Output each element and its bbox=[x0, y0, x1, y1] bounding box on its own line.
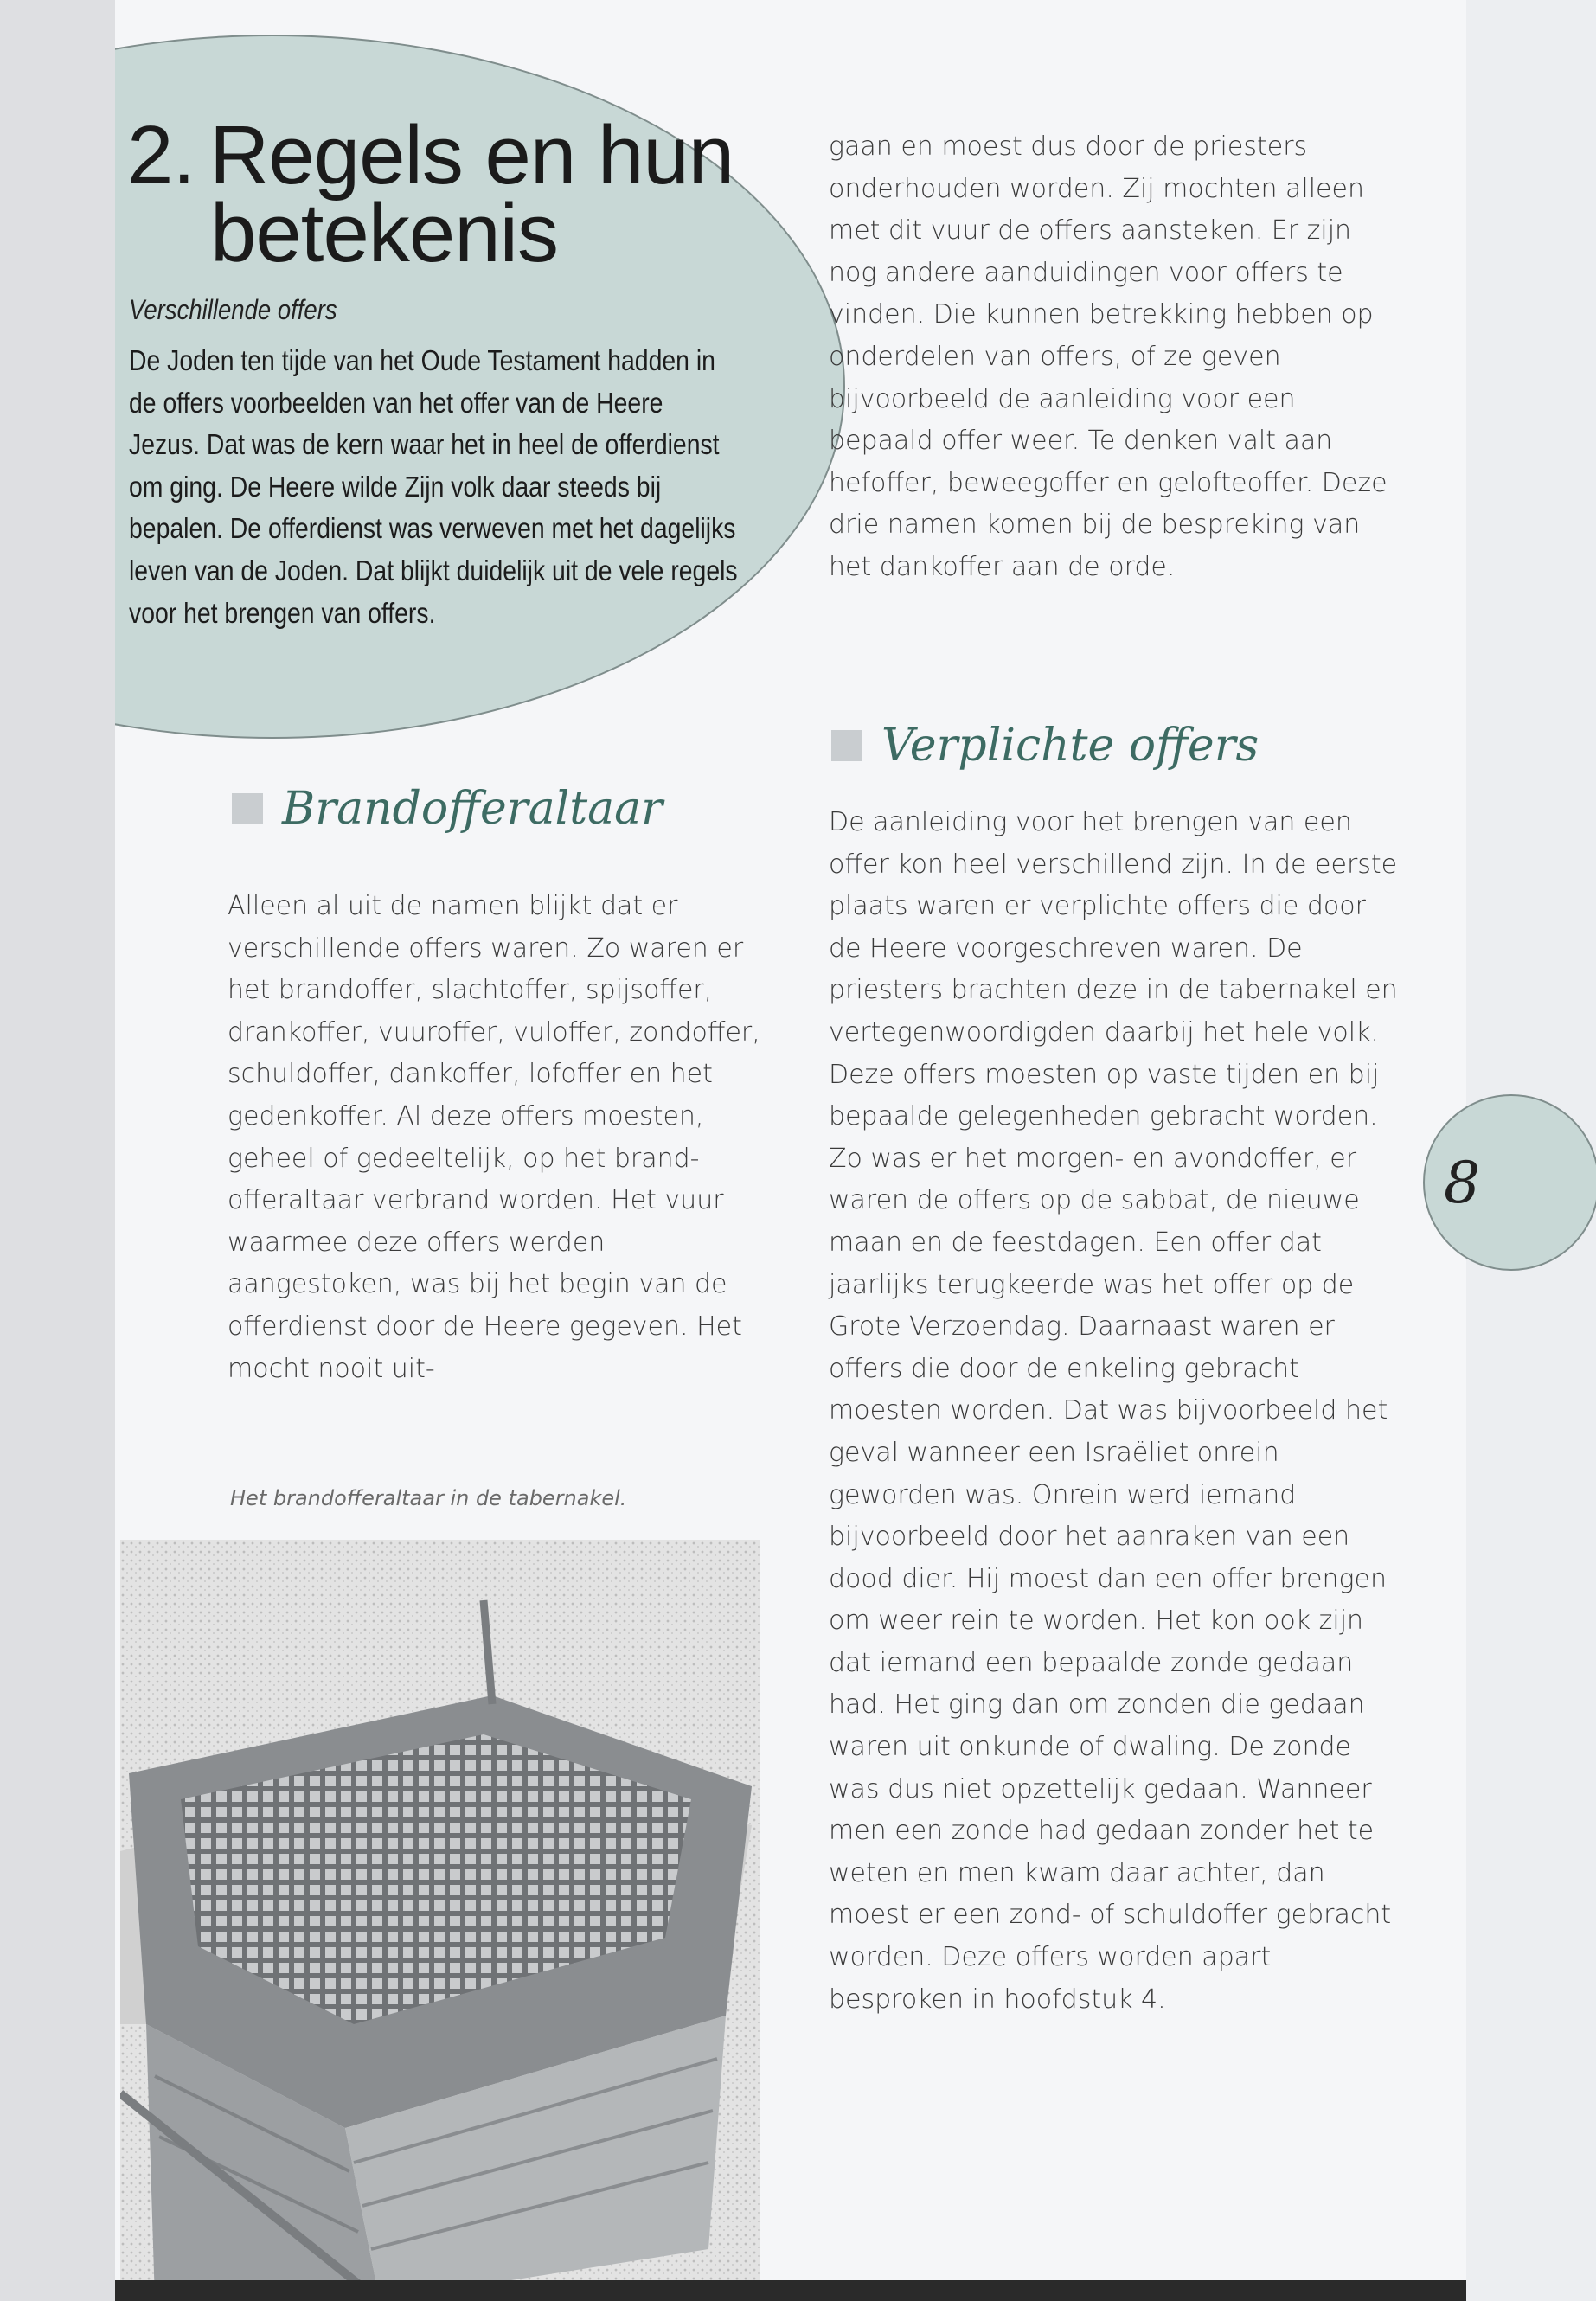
brandofferaltaar-paragraph: Alleen al uit de namen blijkt dat er verschillende offers waren. Zo waren er het brandoffer, slachtoffer, spijsoffer, drankoffer, vuuroffer, vuloffer, zondoffer, schuldoffer, dankoffer, lofoffer en het gedenkoffer. Al deze offers moesten, geheel of gedeeltelijk, op het brand-offeraltaar verbrand worden. Het vuur waarmee deze offers werden aangestoken, was bij het begin van de offerdienst door de Heere gegeven. Het mocht nooit uit- bbox=[228, 891, 760, 1384]
section-heading-brandofferaltaar bbox=[232, 783, 663, 835]
chapter-number: 2. bbox=[127, 109, 195, 202]
photo-caption: Het brandofferaltaar in de tabernakel. bbox=[230, 1486, 627, 1510]
chapter-title-line1: Regels en hun bbox=[209, 109, 734, 202]
heading-square-marker bbox=[831, 730, 862, 761]
intro-paragraph: De Joden ten tijde van het Oude Testament hadden in de offers voorbeelden van het offer van de Heere Jezus. Dat was de kern waar het in heel de offerdienst om ging. De Heere wilde Zijn volk daar steeds bij bepalen. De offerdienst was verweven met het dagelijks leven van de Joden. Dat blijkt duidelijk uit de vele regels voor het brengen van offers. bbox=[129, 344, 738, 629]
altar-grate-image bbox=[120, 1540, 760, 2301]
page-bottom-edge bbox=[115, 2280, 1466, 2301]
verplichte-offers-paragraph: De aanleiding voor het brengen van een offer kon heel verschillend zijn. In de eerste plaats waren er verplichte offers die door de Heere voorgeschreven waren. De priesters brachten deze in de tabernakel en vertegenwoordigden daarbij het hele volk. Deze offers moesten op vaste tijden en bij bepaalde gelegenheden gebracht worden. Zo was er het morgen- en avondoffer, er waren de offers op de sabbat, de nieuwe maan en de feestdagen. Een offer dat jaarlijks terugkeerde was het offer op de Grote Verzoendag. Daarnaast waren er offers die door de enkeling gebracht moesten worden. Dat was bijvoorbeeld het geval wanneer een Israëliet onrein geworden was. Onrein werd iemand bijvoorbeeld door het aanraken van een dood dier. Hij moest dan een offer brengen om weer rein te worden. Het kon ook zijn dat iemand een bepaalde zonde gedaan had. Het ging dan om zonden die gedaan waren uit onkunde of dwaling. De zonde was dus niet opzettelijk gedaan. Wanneer men een zonde had gedaan zonder het te weten en men kwam daar achter, dan moest er een zond- of schuldoffer gebracht worden. Deze offers worden apart besproken in hoofdstuk 4. bbox=[829, 807, 1398, 2015]
section-heading-verplichte-offers bbox=[831, 720, 1259, 772]
chapter-title bbox=[127, 109, 734, 279]
page-number: 8 bbox=[1444, 1149, 1480, 1216]
chapter-title-line2: betekenis bbox=[210, 187, 558, 279]
intro-subheading: Verschillende offers bbox=[129, 294, 337, 325]
section-heading-text: Verplichte offers bbox=[881, 720, 1259, 772]
heading-square-marker bbox=[232, 793, 263, 824]
right-column-top-paragraph: gaan en moest dus door de priesters onderhouden worden. Zij mochten alleen met dit vuur de offers aansteken. Er zijn nog andere aanduidingen voor offers te vinden. Die kunnen betrekking hebben op onderdelen van offers, of ze geven bijvoorbeeld de aanleiding voor een bepaald offer weer. Te denken valt aan hefoffer, beweegoffer en gelofteoffer. Deze drie namen komen bij de bespreking van het dankoffer aan de orde. bbox=[829, 131, 1388, 582]
page-number-tab bbox=[1423, 1094, 1596, 1271]
book-page bbox=[115, 0, 1466, 2301]
section-heading-text: Brandofferaltaar bbox=[282, 783, 663, 835]
altar-photo bbox=[120, 1540, 760, 2301]
